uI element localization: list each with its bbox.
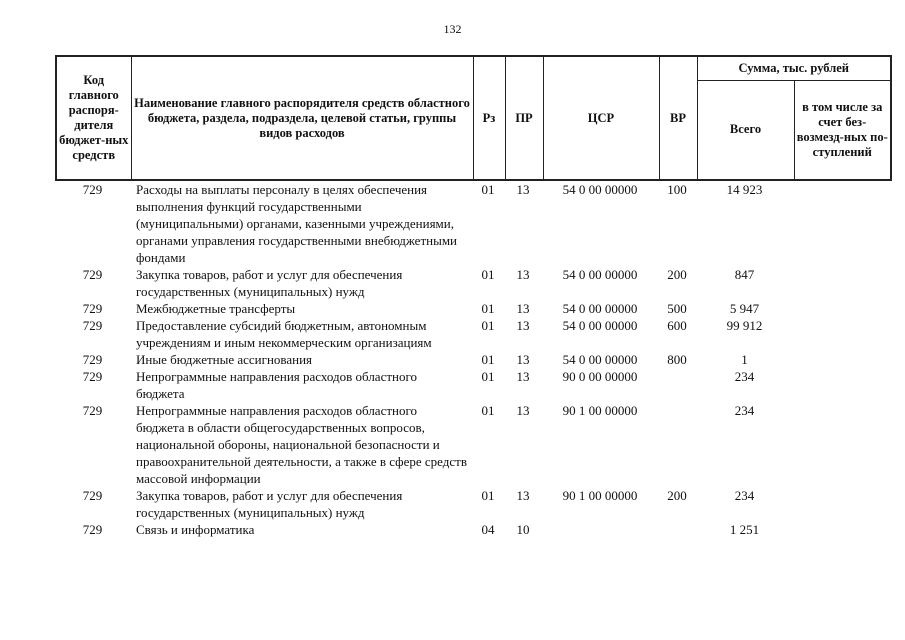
- cell-vr: 200: [667, 488, 687, 503]
- cell-code: 729: [82, 318, 103, 333]
- cell-code: 729: [82, 369, 103, 384]
- cell-total: 234: [734, 369, 755, 384]
- cell-name: Непрограммные направления расходов областного бюджета: [136, 369, 417, 401]
- cell-vr: [658, 402, 696, 487]
- header-code: Код главного распоря-дителя бюджет-ных средств: [56, 56, 131, 180]
- cell-csr: [542, 521, 658, 538]
- cell-incl: [793, 266, 890, 300]
- table-row: [55, 368, 890, 402]
- cell-name: Закупка товаров, работ и услуг для обеспечения государственных (муниципальных) нужд: [136, 488, 403, 520]
- cell-total: 14 923: [726, 182, 763, 197]
- cell-pr: 13: [516, 369, 530, 384]
- table-row: [55, 351, 890, 368]
- cell-total: 234: [734, 403, 755, 418]
- cell-pr: 13: [516, 301, 530, 316]
- cell-name: Межбюджетные трансферты: [136, 301, 296, 316]
- cell-code: 729: [82, 301, 103, 316]
- cell-pr: 13: [516, 352, 530, 367]
- table-body: [55, 181, 890, 538]
- header-vr: ВР: [659, 56, 697, 180]
- cell-vr: 100: [667, 182, 687, 197]
- header-sum: Сумма, тыс. рублей: [697, 56, 891, 80]
- cell-csr: 54 0 00 00000: [562, 301, 638, 316]
- cell-csr: 90 0 00 00000: [562, 369, 638, 384]
- cell-rz: 01: [481, 301, 495, 316]
- cell-rz: 01: [481, 369, 495, 384]
- header-rz: Рз: [473, 56, 505, 180]
- cell-incl: [793, 521, 890, 538]
- table-row: [55, 521, 890, 538]
- cell-code: 729: [82, 522, 103, 537]
- cell-csr: 90 1 00 00000: [562, 403, 638, 418]
- cell-rz: 04: [481, 522, 495, 537]
- table-row: [55, 181, 890, 266]
- cell-total: 5 947: [729, 301, 760, 316]
- cell-rz: 01: [481, 318, 495, 333]
- cell-incl: [793, 317, 890, 351]
- cell-name: Иные бюджетные ассигнования: [136, 352, 313, 367]
- cell-total: 99 912: [726, 318, 763, 333]
- cell-total: 234: [734, 488, 755, 503]
- cell-total: 847: [734, 267, 755, 282]
- header-name: Наименование главного распорядителя средств областного бюджета, раздела, подраздела, целевой статьи, группы видов расходов: [131, 56, 473, 180]
- cell-name: Предоставление субсидий бюджетным, автономным учреждениям и иным некоммерческим организациям: [136, 318, 432, 350]
- cell-vr: 800: [667, 352, 687, 367]
- cell-rz: 01: [481, 403, 495, 418]
- table-row: [55, 402, 890, 487]
- cell-name: Расходы на выплаты персоналу в целях обеспечения выполнения функций государственными (муниципальными) органами, казенными учреждениями, органами управления государственными внебюджетными фондами: [136, 182, 458, 265]
- cell-code: 729: [82, 352, 103, 367]
- cell-total: 1: [741, 352, 748, 367]
- cell-vr: 200: [667, 267, 687, 282]
- cell-vr: 600: [667, 318, 687, 333]
- cell-csr: 54 0 00 00000: [562, 182, 638, 197]
- cell-incl: [793, 181, 890, 266]
- cell-vr: 500: [667, 301, 687, 316]
- table-row: [55, 487, 890, 521]
- cell-incl: [793, 351, 890, 368]
- cell-rz: 01: [481, 488, 495, 503]
- cell-vr: [658, 368, 696, 402]
- cell-incl: [793, 487, 890, 521]
- cell-pr: 13: [516, 267, 530, 282]
- cell-code: 729: [82, 488, 103, 503]
- header-csr: ЦСР: [543, 56, 659, 180]
- cell-pr: 13: [516, 318, 530, 333]
- cell-pr: 10: [516, 522, 530, 537]
- cell-code: 729: [82, 267, 103, 282]
- cell-vr: [658, 521, 696, 538]
- cell-incl: [793, 300, 890, 317]
- cell-rz: 01: [481, 352, 495, 367]
- cell-name: Связь и информатика: [136, 522, 255, 537]
- table-row: [55, 266, 890, 300]
- cell-pr: 13: [516, 182, 530, 197]
- cell-csr: 54 0 00 00000: [562, 352, 638, 367]
- cell-csr: 90 1 00 00000: [562, 488, 638, 503]
- cell-incl: [793, 368, 890, 402]
- cell-rz: 01: [481, 267, 495, 282]
- cell-name: Закупка товаров, работ и услуг для обеспечения государственных (муниципальных) нужд: [136, 267, 403, 299]
- header-pr: ПР: [505, 56, 543, 180]
- cell-code: 729: [82, 182, 103, 197]
- cell-csr: 54 0 00 00000: [562, 267, 638, 282]
- table-row: [55, 300, 890, 317]
- header-total: Всего: [697, 80, 794, 180]
- cell-name: Непрограммные направления расходов областного бюджета в области общегосударственных вопросов, национальной обороны, национальной безопасности и правоохранительной деятельности, а также в сфере средств массовой информации: [136, 403, 467, 486]
- cell-pr: 13: [516, 403, 530, 418]
- cell-rz: 01: [481, 182, 495, 197]
- table-row: [55, 317, 890, 351]
- table-header: [55, 55, 892, 181]
- cell-total: 1 251: [729, 522, 760, 537]
- cell-incl: [793, 402, 890, 487]
- header-incl: в том числе за счет без-возмезд-ных по-ступлений: [794, 80, 891, 180]
- cell-csr: 54 0 00 00000: [562, 318, 638, 333]
- cell-code: 729: [82, 403, 103, 418]
- cell-pr: 13: [516, 488, 530, 503]
- page-number: 132: [443, 22, 462, 36]
